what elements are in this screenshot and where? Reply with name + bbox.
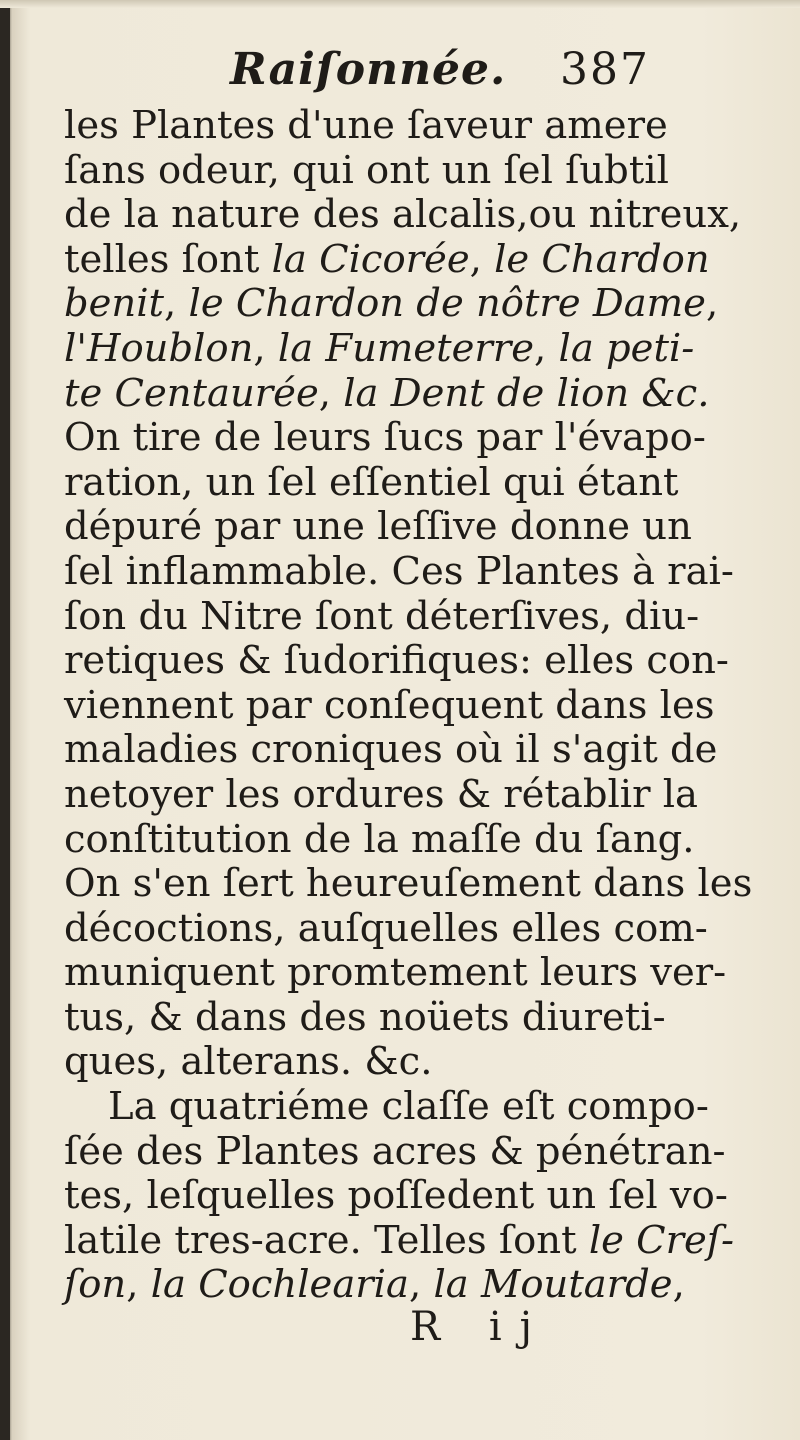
text-segment: muniquent promtement leurs ver-: [64, 950, 727, 996]
text-segment: les Plantes d'une ſaveur amere: [64, 103, 668, 148]
text-segment: On tire de leurs ſucs par l'évapo-: [64, 415, 706, 461]
text-line: [64, 638, 729, 684]
text-line: [64, 192, 742, 238]
text-line: [64, 861, 753, 907]
text-segment: On s'en ſert heureuſement dans les: [64, 861, 753, 907]
italic-text-segment: te Centaurée: [64, 370, 319, 416]
italic-text-segment: la Dent de lion &c.: [343, 370, 710, 416]
text-line: [64, 281, 719, 327]
text-line: [64, 504, 692, 550]
text-segment: ,: [253, 325, 278, 371]
text-segment: dépuré par une leſſive donne un: [64, 504, 692, 550]
text-line: [64, 1173, 728, 1219]
running-head: Raiſonnée.: [230, 44, 507, 95]
text-segment: ſon du Nitre ſont déterſives, diu-: [64, 593, 700, 639]
italic-text-segment: ſon: [64, 1262, 127, 1308]
text-line: [64, 147, 669, 194]
text-line: [64, 325, 695, 372]
text-segment: conſtitution de la maſſe du ſang.: [64, 816, 695, 862]
text-line: [64, 415, 706, 461]
text-segment: La quatriéme claſſe eſt compo-: [108, 1084, 709, 1130]
text-line: [64, 1128, 726, 1175]
text-line: [64, 103, 668, 149]
text-line: [64, 1217, 735, 1264]
text-segment: maladies croniques où il s'agit de: [64, 727, 718, 773]
text-segment: ſel inflammable. Ces Plantes à rai-: [64, 548, 734, 594]
text-segment: ,: [534, 325, 559, 371]
text-segment: ſans odeur, qui ont un ſel ſubtil: [64, 147, 669, 193]
page-top-edge: [0, 0, 800, 8]
text-segment: ,: [672, 1262, 685, 1308]
text-line: [64, 459, 679, 506]
italic-text-segment: le Creſ-: [588, 1217, 735, 1263]
text-segment: viennent par conſequent dans les: [64, 682, 715, 728]
text-segment: netoyer les ordures & rétablir la: [64, 771, 699, 817]
text-line: [64, 682, 715, 729]
text-segment: ,: [318, 370, 344, 416]
italic-text-segment: le Chardon: [494, 236, 710, 282]
text-line: [64, 1040, 660, 1085]
italic-text-segment: la Moutarde: [433, 1262, 673, 1308]
text-line: [64, 593, 700, 640]
text-segment: latile tres-acre. Telles ſont: [64, 1217, 589, 1263]
text-segment: tes, leſquelles poſſedent un ſel vo-: [64, 1173, 728, 1219]
text-segment: ,: [469, 236, 495, 282]
text-segment: décoctions, auſquelles elles com-: [64, 905, 708, 951]
italic-text-segment: la Fumeterre: [277, 325, 535, 371]
text-segment: ques, alterans. &c.: [64, 1039, 433, 1085]
text-line: [64, 236, 710, 283]
text-segment: telles ſont: [64, 236, 272, 282]
text-segment: tus, & dans des noüets diureti-: [64, 994, 666, 1040]
text-segment: ſée des Plantes acres & pénétran-: [64, 1128, 726, 1174]
text-line: [64, 370, 710, 417]
text-segment: ,: [705, 281, 719, 327]
text-line: [64, 771, 699, 818]
text-segment: de la nature des alcalis,ou nitreux,: [64, 192, 742, 238]
text-segment: ,: [126, 1262, 151, 1308]
text-line: [64, 727, 718, 773]
body-text: [64, 103, 753, 1308]
text-segment: ,: [164, 281, 189, 327]
italic-text-segment: la Cicorée: [271, 236, 470, 282]
text-line: [64, 994, 666, 1041]
text-segment: ration, un ſel eſſentiel qui étant: [64, 459, 679, 505]
text-segment: ,: [408, 1262, 434, 1308]
italic-text-segment: le Chardon de nôtre Dame: [188, 281, 706, 327]
italic-text-segment: benit: [64, 281, 165, 327]
text-line: [64, 1262, 685, 1308]
text-segment: retiques & ſudorifiques: elles con-: [64, 638, 729, 684]
italic-text-segment: l'Houblon: [64, 325, 254, 371]
text-line: [64, 905, 708, 952]
page-header: [0, 40, 800, 110]
italic-text-segment: la Cochlearia: [150, 1262, 409, 1308]
italic-text-segment: la peti-: [558, 325, 695, 371]
text-line: [64, 816, 695, 863]
text-line: [64, 950, 727, 996]
text-line: [64, 1084, 709, 1130]
page-number: 387: [560, 44, 650, 95]
book-spine-shadow: [0, 0, 10, 1440]
signature-mark: R ij: [410, 1304, 551, 1350]
text-line: [64, 548, 734, 595]
